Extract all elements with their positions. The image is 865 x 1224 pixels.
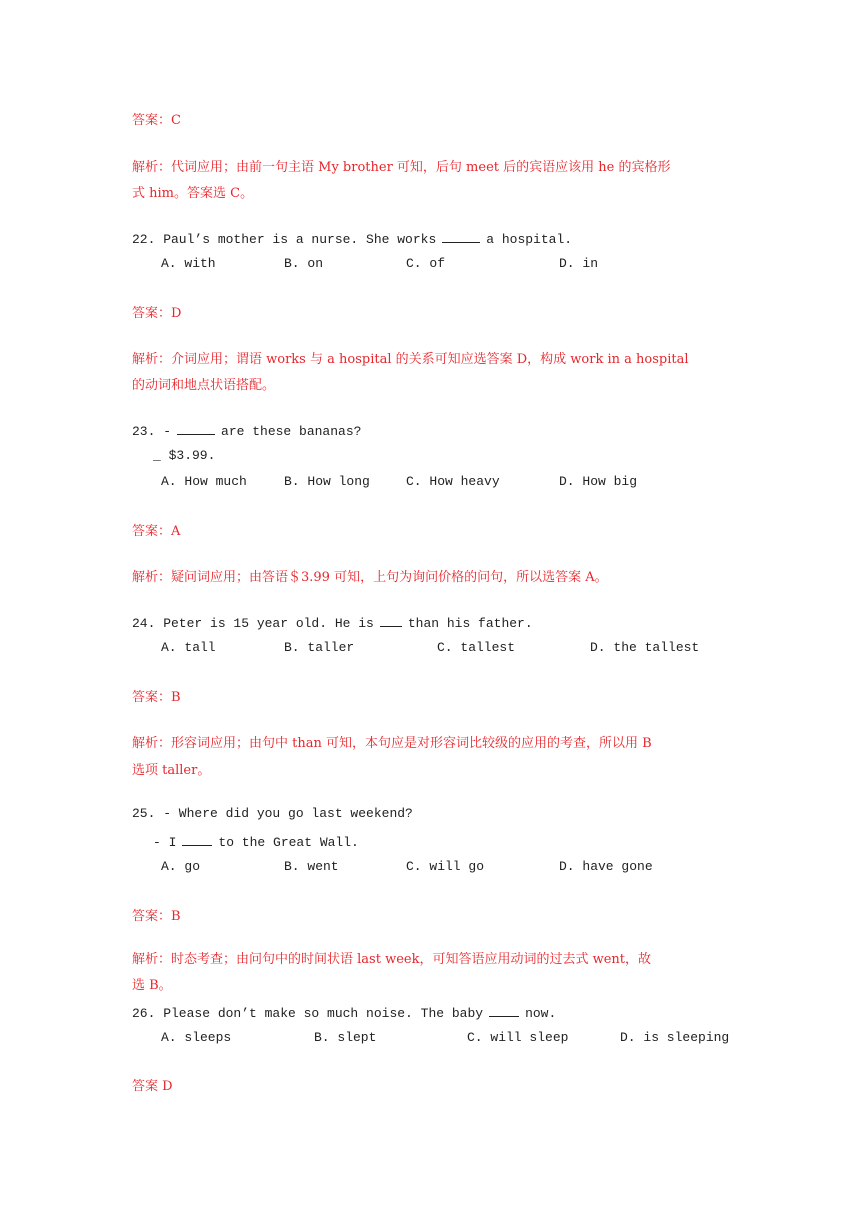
option-25-d: D. have gone (559, 859, 653, 874)
option-22-c: C. of (406, 256, 446, 271)
explanation-24-line2: 选项 taller。 (132, 763, 211, 778)
answer-blank (177, 422, 215, 435)
answer-blank (182, 833, 212, 846)
question-26-text-b: now. (525, 1006, 557, 1021)
explanation-21-line1: 解析：代词应用；由前一句主语 My brother 可知，后句 meet 后的宾语应该用 he 的宾格形 (132, 160, 671, 175)
question-23 (132, 422, 361, 440)
explanation-23-line1: 解析：疑问词应用；由答语＄3.99 可知，上句为询问价格的问句，所以选答案 A。 (132, 570, 608, 585)
question-26 (132, 1004, 556, 1022)
explanation-22-line2: 的动词和地点状语搭配。 (132, 378, 276, 393)
question-24-text-b: than his father. (407, 616, 533, 631)
option-23-d: D. How big (559, 474, 638, 489)
question-25-reply (153, 833, 359, 851)
option-22-a: A. with (161, 256, 216, 271)
explanation-25-line1: 解析：时态考查；由问句中的时间状语 last week，可知答语应用动词的过去式 went，故 (132, 952, 652, 967)
explanation-24-line1: 解析：形容词应用；由句中 than 可知，本句应是对形容词比较级的应用的考查，所以用 B (132, 736, 652, 751)
question-24-text-a: 24. Peter is 15 year old. He is (132, 616, 374, 631)
option-26-d: D. is sleeping (620, 1030, 730, 1045)
answer-22: 答案：D (132, 306, 182, 321)
question-22-text-b: a hospital. (486, 232, 573, 247)
question-23-text-b: are these bananas? (221, 424, 362, 439)
option-26-c: C. will sleep (467, 1030, 569, 1045)
answer-21: 答案：C (132, 113, 181, 128)
answer-24: 答案：B (132, 690, 181, 705)
question-25-text-b: - I (153, 835, 177, 850)
question-25-text-c: to the Great Wall. (218, 835, 359, 850)
answer-25: 答案：B (132, 909, 181, 924)
option-25-a: A. go (161, 859, 201, 874)
option-24-a: A. tall (161, 640, 216, 655)
option-24-b: B. taller (284, 640, 355, 655)
option-23-a: A. How much (161, 474, 247, 489)
question-23-reply: _ $3.99. (153, 448, 216, 463)
answer-26: 答案 D (132, 1079, 173, 1094)
question-24 (132, 614, 533, 632)
answer-blank (489, 1004, 519, 1017)
option-23-b: B. How long (284, 474, 370, 489)
question-26-text-a: 26. Please don’t make so much noise. The baby (132, 1006, 484, 1021)
explanation-25-line2: 选 B。 (132, 978, 172, 993)
option-25-c: C. will go (406, 859, 485, 874)
option-23-c: C. How heavy (406, 474, 500, 489)
explanation-21-line2: 式 him。答案选 C。 (132, 186, 254, 201)
option-22-d: D. in (559, 256, 599, 271)
option-24-c: C. tallest (437, 640, 516, 655)
question-22 (132, 230, 572, 248)
question-23-text-a: 23. - (132, 424, 172, 439)
option-25-b: B. went (284, 859, 339, 874)
option-24-d: D. the tallest (590, 640, 700, 655)
question-25: 25. - Where did you go last weekend? (132, 806, 413, 821)
option-26-a: A. sleeps (161, 1030, 232, 1045)
answer-23: 答案：A (132, 524, 181, 539)
explanation-22-line1: 解析：介词应用；谓语 works 与 a hospital 的关系可知应选答案 D，构成 work in a hospital (132, 352, 689, 367)
question-22-text-a: 22. Paul’s mother is a nurse. She works (132, 232, 437, 247)
option-26-b: B. slept (314, 1030, 377, 1045)
answer-blank (442, 230, 480, 243)
option-22-b: B. on (284, 256, 324, 271)
answer-blank (380, 614, 402, 627)
